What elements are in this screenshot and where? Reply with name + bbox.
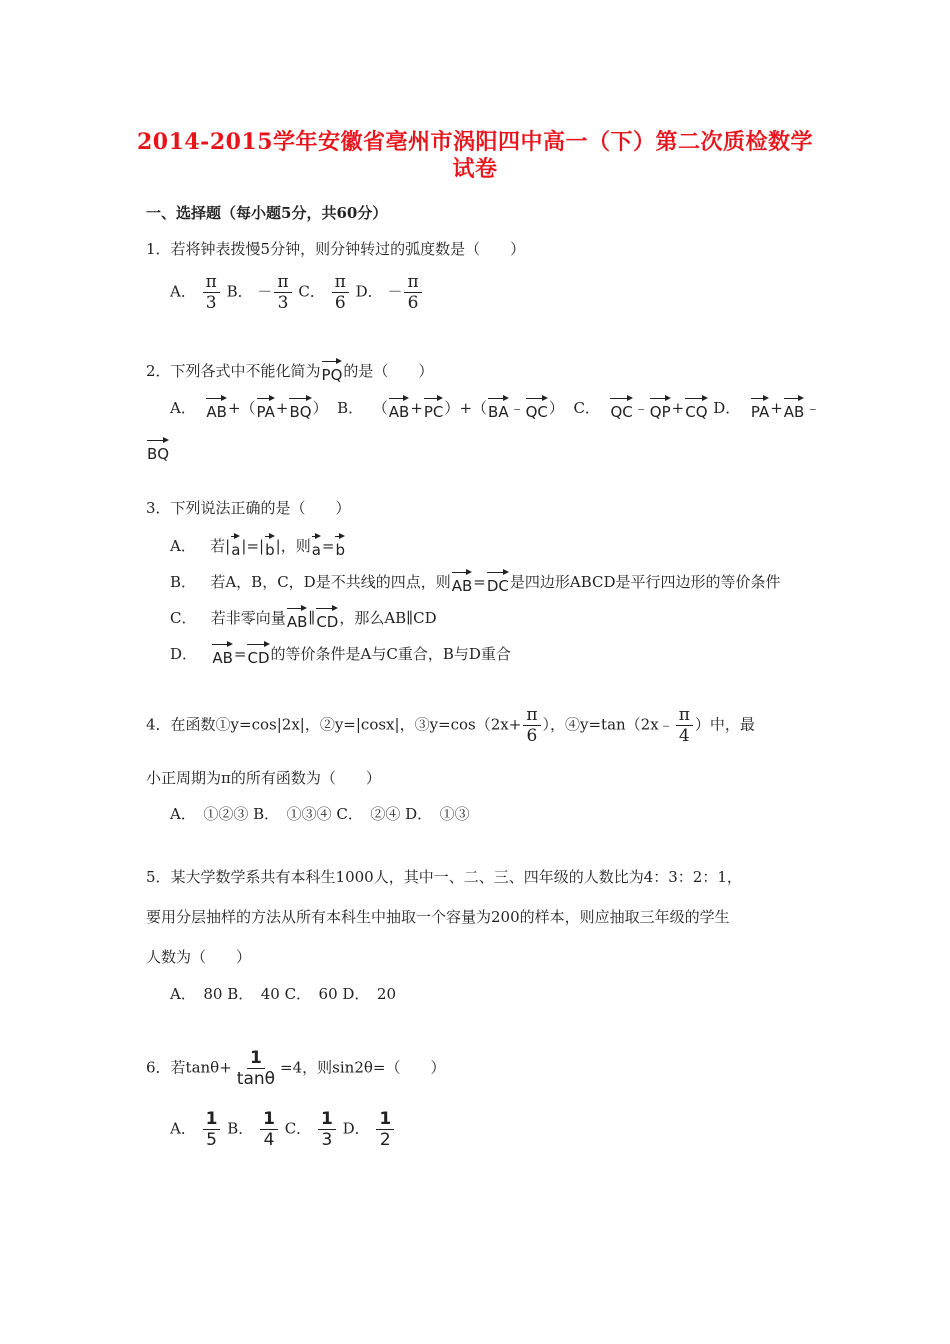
q3-stem: 3．下列说法正确的是（ ）: [146, 499, 351, 517]
q4-fraction-pi-4: $\frac{\pi}{4}$: [676, 705, 693, 746]
q4-stem-line-2: 小正周期为π的所有函数为（ ）: [146, 769, 381, 787]
title-line-1: 2014-2015学年安徽省亳州市涡阳四中高一（下）第二次质检数学: [136, 129, 814, 155]
q3-option-d: D． AB=CD的等价条件是A与C重合，B与D重合: [170, 641, 511, 666]
q2-option-c: C． QC﹣QP+CQ: [573, 399, 708, 417]
q2-option-d-continued: BQ: [146, 437, 170, 462]
q1-option-d-label: D．: [355, 282, 383, 301]
q2-options: [170, 395, 820, 420]
q1-option-b-label: B．: [226, 282, 253, 301]
q1-options: A． $\frac{\pi}{3}$ B． － $\frac{\pi}{3}$ C． $\frac{\pi}{6}$ D． － $\frac{\pi}{6}$: [170, 272, 424, 313]
q6-option-d-fraction: $\frac{1}{2}$: [376, 1109, 394, 1150]
q3-option-a: A． 若|a|=|b|，则a=b: [170, 533, 346, 558]
q6-option-a-fraction: $\frac{1}{5}$: [203, 1109, 221, 1150]
q1-option-c-fraction: $\frac{\pi}{6}$: [332, 272, 349, 313]
q1-option-a-fraction: $\frac{\pi}{3}$: [203, 272, 220, 313]
q6-fraction: $\frac{1}{\tan\theta}$: [236, 1048, 276, 1089]
q1-option-c-label: C．: [298, 282, 325, 301]
vector-pq: PQ: [322, 358, 343, 383]
q3-option-b: B． 若A，B，C，D是不共线的四点，则AB=DC是四边形ABCD是平行四边形的等价条件: [170, 569, 781, 594]
q3-option-c: C． 若非零向量AB∥CD，那么AB∥CD: [170, 605, 437, 630]
section-heading: 一、选择题（每小题5分，共60分）: [146, 204, 388, 222]
q2-option-b: B． （AB+PC）+（BA﹣QC）: [337, 399, 564, 417]
q6-option-c-fraction: $\frac{1}{3}$: [318, 1109, 336, 1150]
q6-options: A． $\frac{1}{5}$ B． $\frac{1}{4}$ C． $\frac{1}{3}$ D． $\frac{1}{2}$: [170, 1109, 396, 1150]
q2-option-a: A． AB+（PA+BQ）: [170, 399, 328, 417]
q4-options: A． ①②③ B． ①③④ C． ②④ D． ①③: [170, 805, 470, 823]
q1-option-b-fraction: $\frac{\pi}{3}$: [274, 272, 291, 313]
q6-stem: 6．若tanθ+ $\frac{1}{\tan\theta}$ =4，则sin2θ=（ ）: [146, 1048, 446, 1089]
q5-options: A． 80 B． 40 C． 60 D． 20: [170, 985, 397, 1003]
q1-option-d-fraction: $\frac{\pi}{6}$: [404, 272, 421, 313]
q1-option-a-label: A．: [170, 282, 196, 301]
q4-fraction-pi-6: $\frac{\pi}{6}$: [523, 705, 540, 746]
q5-line-1: 5．某大学数学系共有本科生1000人，其中一、二、三、四年级的人数比为4：3：2：1，: [146, 868, 742, 886]
q1-stem: 1．若将钟表拨慢5分钟，则分钟转过的弧度数是（ ）: [146, 240, 526, 258]
title-line-2: 试卷: [452, 156, 498, 182]
q4-stem: 4．在函数①y=cos|2x|，②y=|cosx|，③y=cos（2x+ $\frac{\pi}{6}$ ），④y=tan（2x﹣ $\frac{\pi}{4}$ ）中，最: [146, 705, 755, 746]
q6-option-b-fraction: $\frac{1}{4}$: [260, 1109, 278, 1150]
q5-line-3: 人数为（ ）: [146, 948, 252, 966]
q2-option-d: D． PA+AB﹣: [713, 399, 820, 417]
q5-line-2: 要用分层抽样的方法从所有本科生中抽取一个容量为200的样本，则应抽取三年级的学生: [146, 908, 730, 926]
q2-stem: 2．下列各式中不能化简为PQ的是（ ）: [146, 358, 433, 383]
